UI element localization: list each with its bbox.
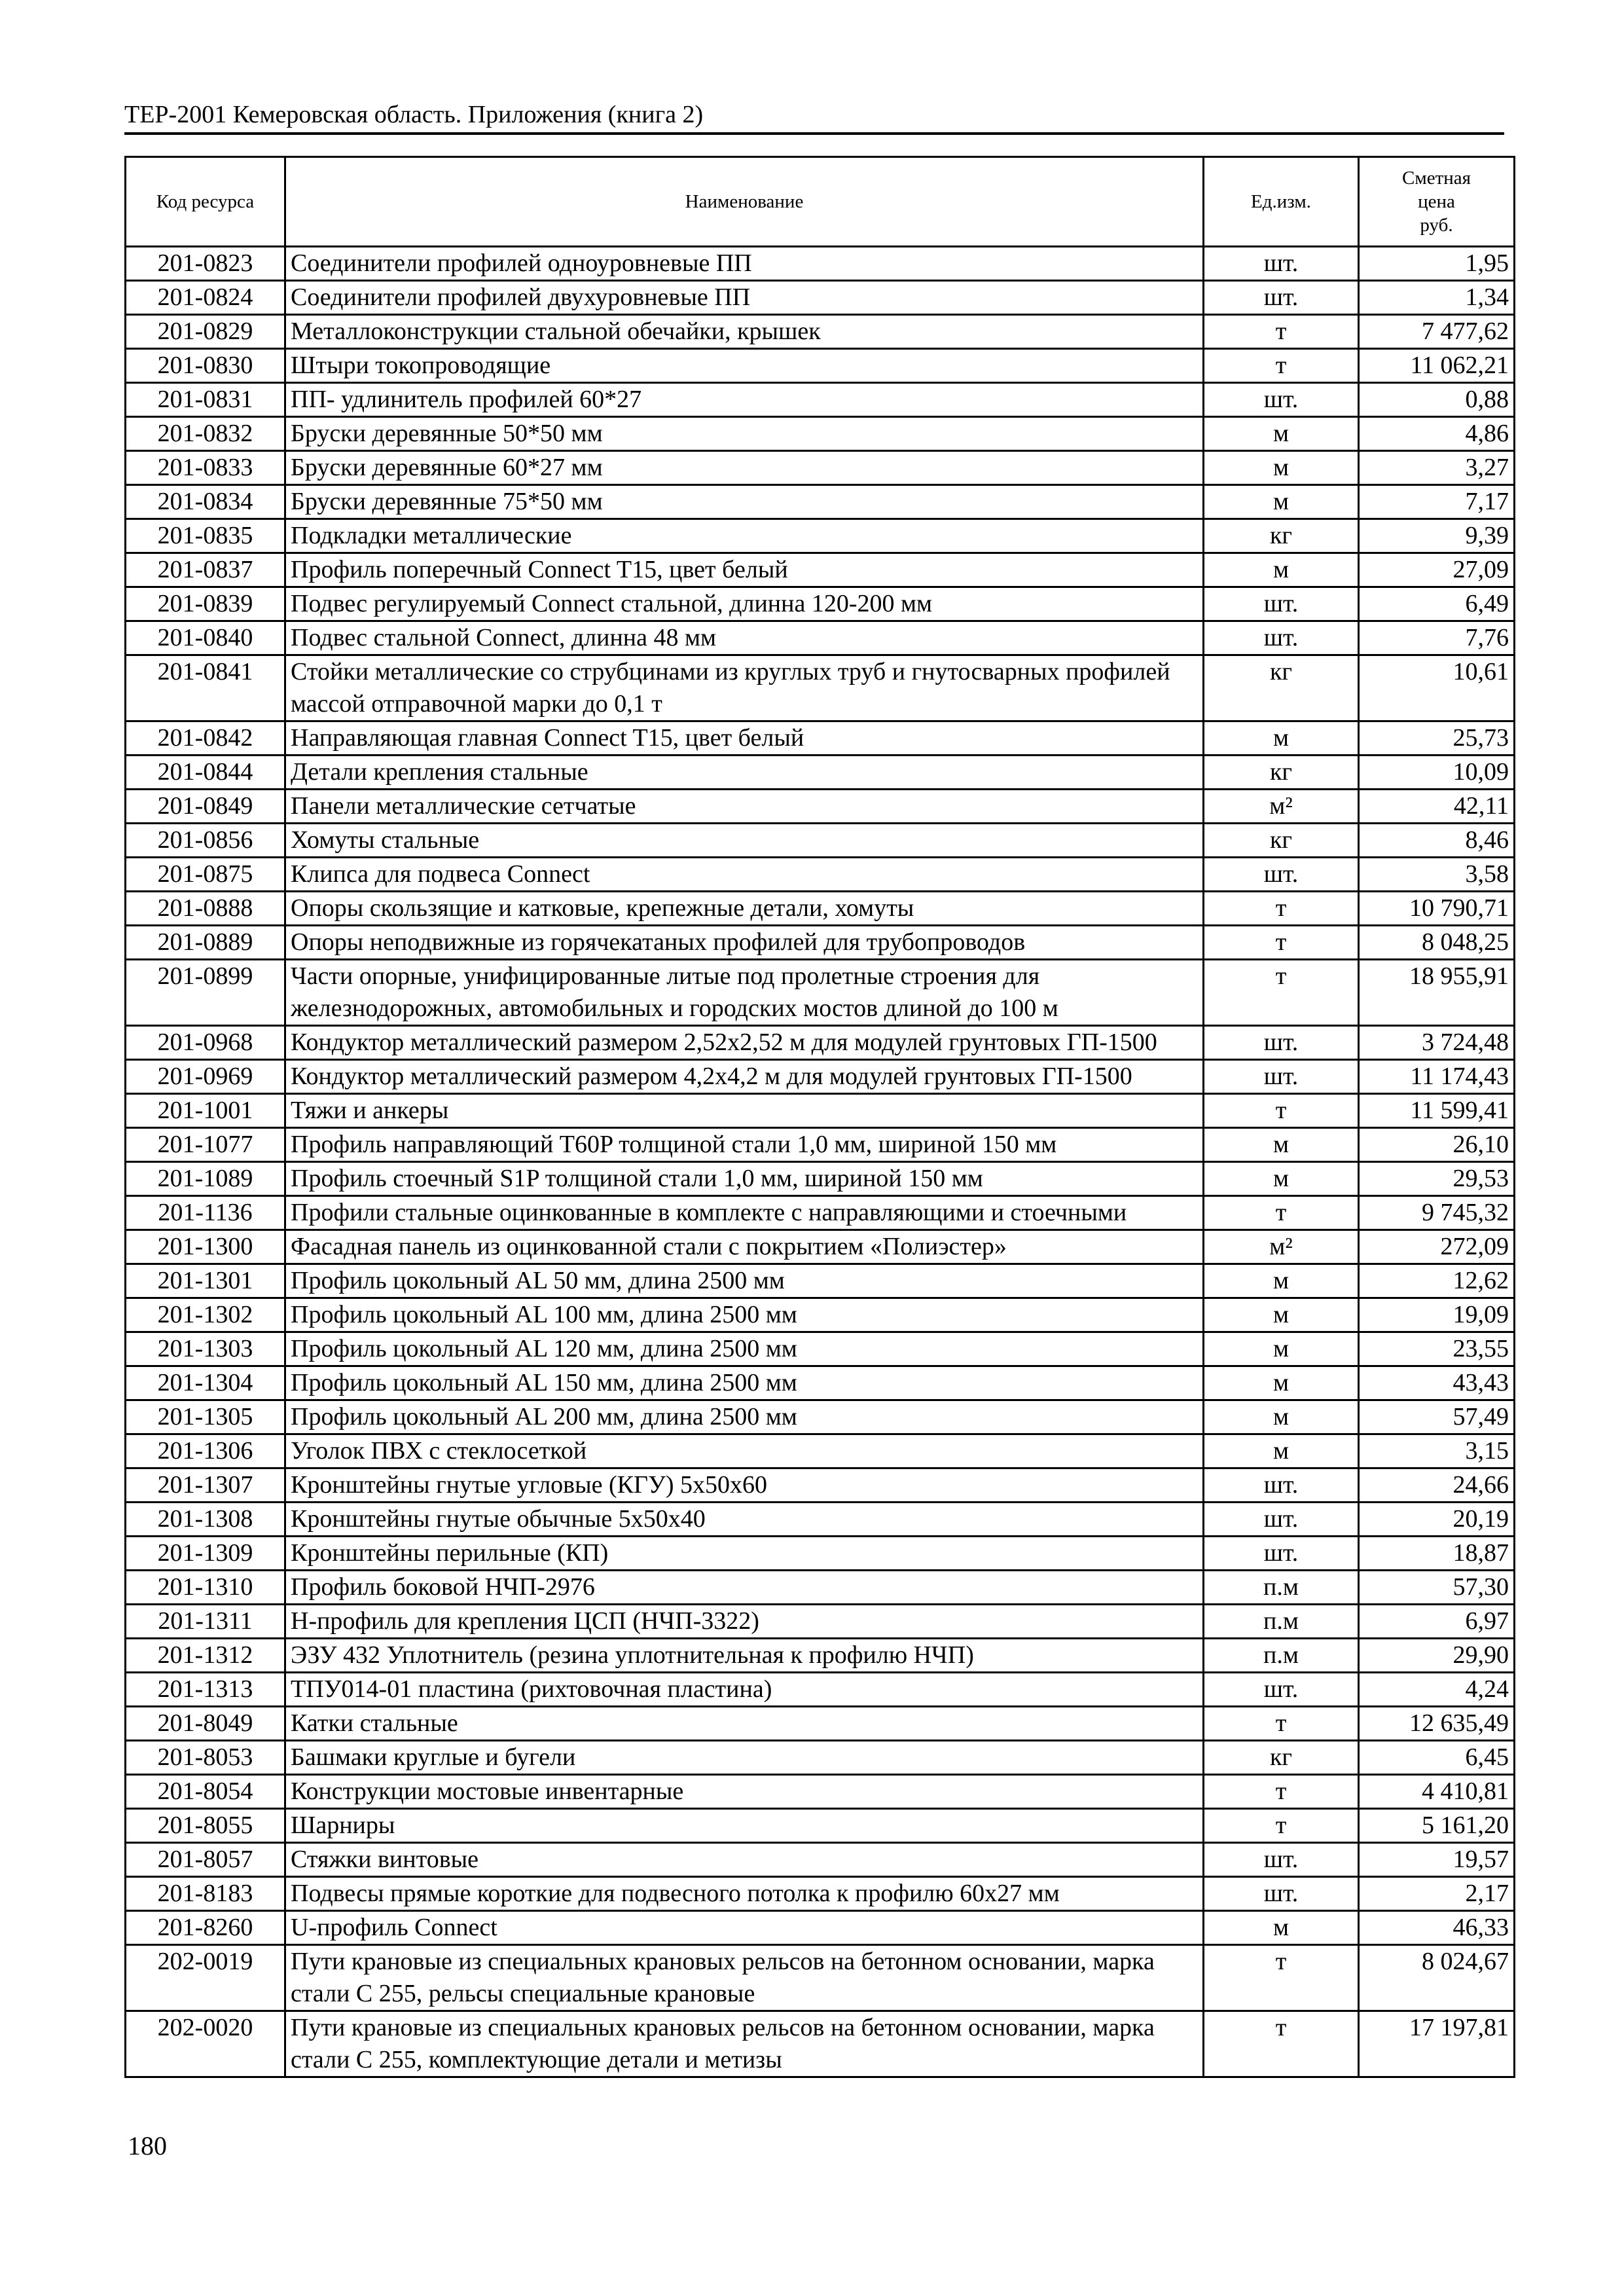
- price-cell: 3,15: [1359, 1434, 1515, 1468]
- resource-name-cell: Подкладки металлические: [285, 519, 1204, 553]
- resource-name-cell: Профиль цокольный AL 200 мм, длина 2500 мм: [285, 1400, 1204, 1434]
- resource-code-cell: 201-0841: [126, 655, 285, 721]
- price-cell: 8 024,67: [1359, 1945, 1515, 2011]
- table-row: [126, 315, 1515, 349]
- resource-name-cell: Профиль боковой НЧП-2976: [285, 1571, 1204, 1605]
- resource-code-cell: 201-0844: [126, 756, 285, 790]
- resource-name-cell: Направляющая главная Connect T15, цвет белый: [285, 721, 1204, 756]
- table-row: [126, 1775, 1515, 1809]
- unit-cell: м: [1204, 417, 1359, 451]
- resource-name-cell: Кондуктор металлический размером 2,52х2,52 м для модулей грунтовых ГП-1500: [285, 1026, 1204, 1060]
- resource-name-cell: Металлоконструкции стальной обечайки, крышек: [285, 315, 1204, 349]
- table-row: [126, 858, 1515, 892]
- unit-cell: м: [1204, 1434, 1359, 1468]
- resource-code-cell: 202-0019: [126, 1945, 285, 2011]
- resource-name-cell: Н-профиль для крепления ЦСП (НЧП-3322): [285, 1605, 1204, 1639]
- resource-code-cell: 201-0837: [126, 553, 285, 587]
- resource-code-cell: 201-0849: [126, 790, 285, 824]
- price-cell: 3,58: [1359, 858, 1515, 892]
- resource-name-cell: Соединители профилей одноуровневые ПП: [285, 247, 1204, 281]
- resource-code-cell: 201-0824: [126, 281, 285, 315]
- price-cell: 57,30: [1359, 1571, 1515, 1605]
- resource-name-cell: Профиль цокольный AL 120 мм, длина 2500 мм: [285, 1332, 1204, 1366]
- resource-name-cell: Хомуты стальные: [285, 824, 1204, 858]
- page-header: [124, 98, 1504, 135]
- price-cell: 19,09: [1359, 1298, 1515, 1332]
- price-header-line2: цена: [1418, 191, 1455, 212]
- table-row: [126, 1298, 1515, 1332]
- unit-cell: м: [1204, 451, 1359, 485]
- unit-cell: м: [1204, 1366, 1359, 1400]
- table-row: [126, 960, 1515, 1026]
- unit-cell: м: [1204, 1298, 1359, 1332]
- price-cell: 17 197,81: [1359, 2011, 1515, 2077]
- unit-cell: т: [1204, 1094, 1359, 1128]
- price-cell: 8 048,25: [1359, 926, 1515, 960]
- resource-code-cell: 201-0968: [126, 1026, 285, 1060]
- resource-name-cell: Бруски деревянные 60*27 мм: [285, 451, 1204, 485]
- price-cell: 1,34: [1359, 281, 1515, 315]
- unit-cell: м: [1204, 1911, 1359, 1945]
- unit-cell: кг: [1204, 824, 1359, 858]
- unit-cell: м: [1204, 1400, 1359, 1434]
- table-row: [126, 1571, 1515, 1605]
- price-cell: 19,57: [1359, 1843, 1515, 1877]
- table-row: [126, 281, 1515, 315]
- resource-code-cell: 201-8055: [126, 1809, 285, 1843]
- price-cell: 26,10: [1359, 1128, 1515, 1162]
- table-row: [126, 1911, 1515, 1945]
- price-cell: 7,76: [1359, 621, 1515, 655]
- resource-code-cell: 201-0832: [126, 417, 285, 451]
- table-row: [126, 1264, 1515, 1298]
- resource-code-cell: 201-1300: [126, 1230, 285, 1264]
- table-row: [126, 1639, 1515, 1673]
- resource-name-cell: Тяжи и анкеры: [285, 1094, 1204, 1128]
- table-row: [126, 1843, 1515, 1877]
- price-cell: 12,62: [1359, 1264, 1515, 1298]
- resource-name-cell: Опоры скользящие и катковые, крепежные детали, хомуты: [285, 892, 1204, 926]
- resource-code-cell: 201-1136: [126, 1196, 285, 1230]
- unit-cell: шт.: [1204, 1026, 1359, 1060]
- resource-name-cell: Бруски деревянные 75*50 мм: [285, 485, 1204, 519]
- unit-cell: шт.: [1204, 1843, 1359, 1877]
- resource-name-cell: Соединители профилей двухуровневые ПП: [285, 281, 1204, 315]
- price-cell: 4,86: [1359, 417, 1515, 451]
- price-cell: 7,17: [1359, 485, 1515, 519]
- table-row: [126, 1162, 1515, 1196]
- unit-cell: шт.: [1204, 858, 1359, 892]
- table-row: [126, 790, 1515, 824]
- resource-code-cell: 201-1001: [126, 1094, 285, 1128]
- table-row: [126, 1128, 1515, 1162]
- price-cell: 11 174,43: [1359, 1060, 1515, 1094]
- resource-code-cell: 201-8049: [126, 1707, 285, 1741]
- unit-cell: п.м: [1204, 1605, 1359, 1639]
- table-row: [126, 1537, 1515, 1571]
- resource-name-cell: Кронштейны перильные (КП): [285, 1537, 1204, 1571]
- table-row: [126, 1434, 1515, 1468]
- table-row: [126, 383, 1515, 417]
- resource-name-cell: Подвесы прямые короткие для подвесного потолка к профилю 60х27 мм: [285, 1877, 1204, 1911]
- price-cell: 6,97: [1359, 1605, 1515, 1639]
- table-row: [126, 1809, 1515, 1843]
- table-row: [126, 1673, 1515, 1707]
- table-row: [126, 721, 1515, 756]
- unit-cell: м: [1204, 1264, 1359, 1298]
- price-cell: 2,17: [1359, 1877, 1515, 1911]
- resource-name-cell: Шарниры: [285, 1809, 1204, 1843]
- price-cell: 20,19: [1359, 1503, 1515, 1537]
- resource-name-cell: Фасадная панель из оцинкованной стали с покрытием «Полиэстер»: [285, 1230, 1204, 1264]
- unit-cell: шт.: [1204, 247, 1359, 281]
- resource-name-cell: Кронштейны гнутые угловые (КГУ) 5х50х60: [285, 1468, 1204, 1503]
- resource-code-cell: 201-0823: [126, 247, 285, 281]
- unit-cell: м²: [1204, 1230, 1359, 1264]
- unit-cell: п.м: [1204, 1571, 1359, 1605]
- unit-cell: т: [1204, 960, 1359, 1026]
- resource-name-cell: Катки стальные: [285, 1707, 1204, 1741]
- table-row: [126, 1196, 1515, 1230]
- price-cell: 10 790,71: [1359, 892, 1515, 926]
- resource-code-cell: 201-0889: [126, 926, 285, 960]
- price-cell: 25,73: [1359, 721, 1515, 756]
- price-cell: 29,90: [1359, 1639, 1515, 1673]
- table-row: [126, 621, 1515, 655]
- price-cell: 4,24: [1359, 1673, 1515, 1707]
- price-cell: 11 062,21: [1359, 349, 1515, 383]
- unit-cell: т: [1204, 1809, 1359, 1843]
- resource-code-cell: 202-0020: [126, 2011, 285, 2077]
- price-cell: 3,27: [1359, 451, 1515, 485]
- unit-cell: м: [1204, 485, 1359, 519]
- price-cell: 3 724,48: [1359, 1026, 1515, 1060]
- resource-code-cell: 201-1313: [126, 1673, 285, 1707]
- price-cell: 9,39: [1359, 519, 1515, 553]
- table-row: [126, 349, 1515, 383]
- table-row: [126, 247, 1515, 281]
- table-header-row: [126, 157, 1515, 247]
- resource-name-cell: Профиль поперечный Connect T15, цвет белый: [285, 553, 1204, 587]
- resource-name-cell: Детали крепления стальные: [285, 756, 1204, 790]
- unit-cell: шт.: [1204, 281, 1359, 315]
- resource-name-cell: Штыри токопроводящие: [285, 349, 1204, 383]
- table-row: [126, 1605, 1515, 1639]
- resource-code-cell: 201-8057: [126, 1843, 285, 1877]
- table-row: [126, 417, 1515, 451]
- resource-code-cell: 201-8054: [126, 1775, 285, 1809]
- unit-cell: т: [1204, 349, 1359, 383]
- table-row: [126, 1060, 1515, 1094]
- unit-cell: кг: [1204, 655, 1359, 721]
- resource-name-cell: U-профиль Connect: [285, 1911, 1204, 1945]
- price-cell: 272,09: [1359, 1230, 1515, 1264]
- price-cell: 18,87: [1359, 1537, 1515, 1571]
- price-cell: 23,55: [1359, 1332, 1515, 1366]
- unit-cell: шт.: [1204, 1673, 1359, 1707]
- unit-cell: т: [1204, 926, 1359, 960]
- resource-code-cell: 201-1077: [126, 1128, 285, 1162]
- resource-code-cell: 201-0829: [126, 315, 285, 349]
- unit-cell: м: [1204, 1128, 1359, 1162]
- price-cell: 10,09: [1359, 756, 1515, 790]
- table-row: [126, 824, 1515, 858]
- resource-name-cell: Панели металлические сетчатые: [285, 790, 1204, 824]
- resource-code-cell: 201-0835: [126, 519, 285, 553]
- resource-name-cell: Опоры неподвижные из горячекатаных профилей для трубопроводов: [285, 926, 1204, 960]
- table-row: [126, 1094, 1515, 1128]
- resource-name-cell: Части опорные, унифицированные литые под пролетные строения для железнодорожных, автомобильных и городских мостов длиной до 100 м: [285, 960, 1204, 1026]
- unit-cell: м: [1204, 1332, 1359, 1366]
- resource-code-cell: 201-0831: [126, 383, 285, 417]
- column-header-price: [1359, 157, 1515, 247]
- resource-code-cell: 201-1309: [126, 1537, 285, 1571]
- resource-code-cell: 201-1311: [126, 1605, 285, 1639]
- table-row: [126, 1945, 1515, 2011]
- table-row: [126, 1400, 1515, 1434]
- resource-code-cell: 201-1308: [126, 1503, 285, 1537]
- table-row: [126, 587, 1515, 621]
- table-row: [126, 1741, 1515, 1775]
- table-row: [126, 1877, 1515, 1911]
- resource-name-cell: Пути крановые из специальных крановых рельсов на бетонном основании, марка стали С 255, комплектующие детали и метизы: [285, 2011, 1204, 2077]
- column-header-name: Наименование: [285, 157, 1204, 247]
- resource-name-cell: Профиль цокольный AL 150 мм, длина 2500 мм: [285, 1366, 1204, 1400]
- resource-code-cell: 201-0833: [126, 451, 285, 485]
- table-row: [126, 1707, 1515, 1741]
- price-cell: 29,53: [1359, 1162, 1515, 1196]
- resource-code-cell: 201-0899: [126, 960, 285, 1026]
- resource-code-cell: 201-0969: [126, 1060, 285, 1094]
- unit-cell: шт.: [1204, 1877, 1359, 1911]
- unit-cell: шт.: [1204, 1537, 1359, 1571]
- price-cell: 10,61: [1359, 655, 1515, 721]
- table-row: [126, 2011, 1515, 2077]
- column-header-code: Код ресурса: [126, 157, 285, 247]
- price-cell: 6,49: [1359, 587, 1515, 621]
- unit-cell: т: [1204, 1196, 1359, 1230]
- unit-cell: кг: [1204, 519, 1359, 553]
- resource-name-cell: Уголок ПВХ с стеклосеткой: [285, 1434, 1204, 1468]
- unit-cell: шт.: [1204, 621, 1359, 655]
- resource-name-cell: Подвес регулируемый Connect стальной, длинна 120-200 мм: [285, 587, 1204, 621]
- resource-name-cell: Стойки металлические со струбцинами из круглых труб и гнутосварных профилей массой отправочной марки до 0,1 т: [285, 655, 1204, 721]
- resource-code-cell: 201-1305: [126, 1400, 285, 1434]
- resource-code-cell: 201-1310: [126, 1571, 285, 1605]
- table-row: [126, 926, 1515, 960]
- resource-code-cell: 201-0840: [126, 621, 285, 655]
- column-header-unit: Ед.изм.: [1204, 157, 1359, 247]
- resource-name-cell: Бруски деревянные 50*50 мм: [285, 417, 1204, 451]
- unit-cell: т: [1204, 1775, 1359, 1809]
- resource-name-cell: Профиль цокольный AL 100 мм, длина 2500 мм: [285, 1298, 1204, 1332]
- price-cell: 7 477,62: [1359, 315, 1515, 349]
- document-title: ТЕР-2001 Кемеровская область. Приложения (книга 2): [124, 101, 704, 128]
- resource-name-cell: ТПУ014-01 пластина (рихтовочная пластина): [285, 1673, 1204, 1707]
- resource-name-cell: Стяжки винтовые: [285, 1843, 1204, 1877]
- table-row: [126, 1468, 1515, 1503]
- price-cell: 18 955,91: [1359, 960, 1515, 1026]
- table-row: [126, 519, 1515, 553]
- resource-code-cell: 201-1301: [126, 1264, 285, 1298]
- resource-code-cell: 201-0830: [126, 349, 285, 383]
- unit-cell: т: [1204, 1707, 1359, 1741]
- price-cell: 12 635,49: [1359, 1707, 1515, 1741]
- unit-cell: шт.: [1204, 587, 1359, 621]
- resource-name-cell: Кондуктор металлический размером 4,2х4,2 м для модулей грунтовых ГП-1500: [285, 1060, 1204, 1094]
- price-cell: 1,95: [1359, 247, 1515, 281]
- price-cell: 5 161,20: [1359, 1809, 1515, 1843]
- unit-cell: кг: [1204, 756, 1359, 790]
- price-cell: 8,46: [1359, 824, 1515, 858]
- unit-cell: м²: [1204, 790, 1359, 824]
- resource-name-cell: Подвес стальной Connect, длинна 48 мм: [285, 621, 1204, 655]
- resource-code-cell: 201-0888: [126, 892, 285, 926]
- unit-cell: п.м: [1204, 1639, 1359, 1673]
- resource-name-cell: Конструкции мостовые инвентарные: [285, 1775, 1204, 1809]
- table-row: [126, 451, 1515, 485]
- resource-code-cell: 201-0856: [126, 824, 285, 858]
- resource-code-cell: 201-0839: [126, 587, 285, 621]
- resource-name-cell: Башмаки круглые и бугели: [285, 1741, 1204, 1775]
- resource-name-cell: Клипса для подвеса Connect: [285, 858, 1204, 892]
- unit-cell: т: [1204, 892, 1359, 926]
- price-cell: 46,33: [1359, 1911, 1515, 1945]
- price-cell: 57,49: [1359, 1400, 1515, 1434]
- resource-code-cell: 201-1306: [126, 1434, 285, 1468]
- resource-name-cell: Пути крановые из специальных крановых рельсов на бетонном основании, марка стали С 255, рельсы специальные крановые: [285, 1945, 1204, 2011]
- resource-code-cell: 201-1307: [126, 1468, 285, 1503]
- table-row: [126, 655, 1515, 721]
- resource-code-cell: 201-1303: [126, 1332, 285, 1366]
- table-row: [126, 485, 1515, 519]
- resource-name-cell: ЭЗУ 432 Уплотнитель (резина уплотнительная к профилю НЧП): [285, 1639, 1204, 1673]
- resource-code-cell: 201-8053: [126, 1741, 285, 1775]
- unit-cell: т: [1204, 2011, 1359, 2077]
- unit-cell: т: [1204, 1945, 1359, 2011]
- table-row: [126, 1366, 1515, 1400]
- table-row: [126, 553, 1515, 587]
- table-row: [126, 892, 1515, 926]
- price-cell: 9 745,32: [1359, 1196, 1515, 1230]
- table-row: [126, 1503, 1515, 1537]
- page-number: 180: [128, 2131, 167, 2160]
- resource-code-cell: 201-8260: [126, 1911, 285, 1945]
- table-row: [126, 756, 1515, 790]
- unit-cell: шт.: [1204, 383, 1359, 417]
- price-cell: 0,88: [1359, 383, 1515, 417]
- price-header-line1: Сметная: [1402, 168, 1471, 189]
- table-row: [126, 1230, 1515, 1264]
- resource-code-cell: 201-8183: [126, 1877, 285, 1911]
- unit-cell: кг: [1204, 1741, 1359, 1775]
- price-header-line3: руб.: [1420, 215, 1453, 236]
- price-cell: 4 410,81: [1359, 1775, 1515, 1809]
- resource-name-cell: Профиль цокольный AL 50 мм, длина 2500 мм: [285, 1264, 1204, 1298]
- resource-code-cell: 201-0875: [126, 858, 285, 892]
- resource-code-cell: 201-0834: [126, 485, 285, 519]
- price-cell: 42,11: [1359, 790, 1515, 824]
- resource-code-cell: 201-1302: [126, 1298, 285, 1332]
- resource-code-cell: 201-1304: [126, 1366, 285, 1400]
- unit-cell: шт.: [1204, 1503, 1359, 1537]
- price-cell: 27,09: [1359, 553, 1515, 587]
- price-cell: 6,45: [1359, 1741, 1515, 1775]
- unit-cell: м: [1204, 1162, 1359, 1196]
- table-row: [126, 1332, 1515, 1366]
- resource-code-cell: 201-0842: [126, 721, 285, 756]
- resource-code-cell: 201-1312: [126, 1639, 285, 1673]
- resource-name-cell: Профиль стоечный S1P толщиной стали 1,0 мм, шириной 150 мм: [285, 1162, 1204, 1196]
- unit-cell: шт.: [1204, 1060, 1359, 1094]
- unit-cell: т: [1204, 315, 1359, 349]
- resource-code-cell: 201-1089: [126, 1162, 285, 1196]
- resource-name-cell: Профиль направляющий T60P толщиной стали 1,0 мм, шириной 150 мм: [285, 1128, 1204, 1162]
- table-body: [126, 247, 1515, 2077]
- resource-price-table: [124, 156, 1515, 2078]
- unit-cell: шт.: [1204, 1468, 1359, 1503]
- unit-cell: м: [1204, 553, 1359, 587]
- price-cell: 11 599,41: [1359, 1094, 1515, 1128]
- price-cell: 43,43: [1359, 1366, 1515, 1400]
- resource-name-cell: Профили стальные оцинкованные в комплекте с направляющими и стоечными: [285, 1196, 1204, 1230]
- table-row: [126, 1026, 1515, 1060]
- resource-name-cell: Кронштейны гнутые обычные 5х50х40: [285, 1503, 1204, 1537]
- unit-cell: м: [1204, 721, 1359, 756]
- price-cell: 24,66: [1359, 1468, 1515, 1503]
- resource-name-cell: ПП- удлинитель профилей 60*27: [285, 383, 1204, 417]
